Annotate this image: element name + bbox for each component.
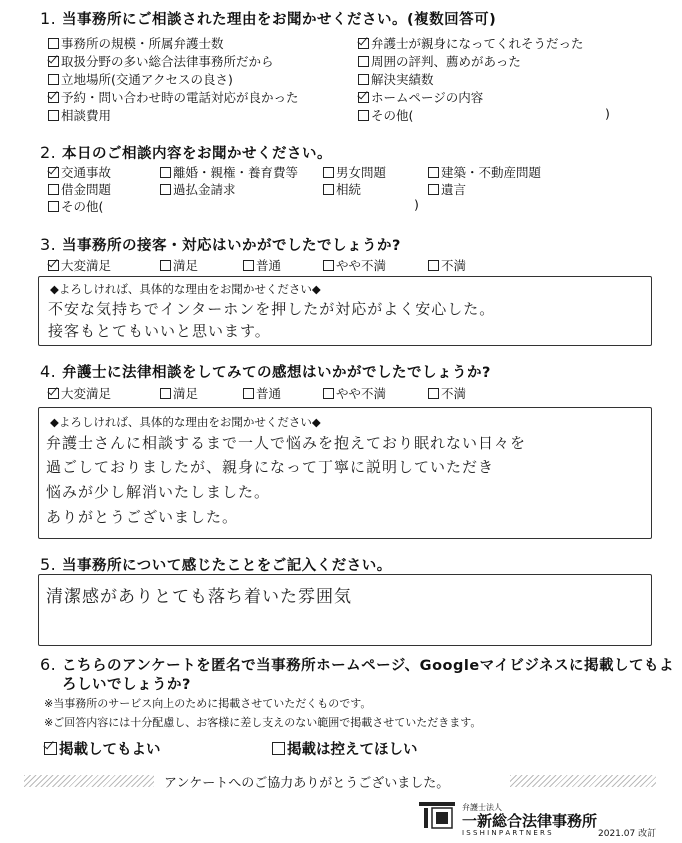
q5-handwriting-1: 清潔感がありとても落ち着いた雰囲気 — [46, 587, 352, 607]
hatch-divider-right — [510, 775, 656, 787]
checkbox[interactable] — [160, 184, 171, 195]
option-label: 周囲の評判、薦めがあった — [371, 54, 521, 69]
checkbox-checked[interactable] — [48, 56, 59, 67]
option-label: 相続 — [336, 182, 362, 197]
option-label: 満足 — [173, 386, 199, 401]
q4-handwriting-2: 過ごしておりましたが、親身になって丁寧に説明していただき — [46, 458, 495, 476]
hatch-divider-left — [24, 775, 154, 787]
option-label: 大変満足 — [61, 386, 112, 401]
option-item — [243, 256, 281, 274]
option-label: 満足 — [173, 258, 199, 273]
checkbox-checked[interactable] — [358, 38, 369, 49]
option-item — [48, 34, 224, 52]
option-item — [243, 384, 281, 402]
option-item — [428, 256, 466, 274]
option-label: 男女問題 — [336, 165, 387, 180]
q2-title: 2. 本日のご相談内容をお聞かせください。 — [40, 143, 332, 162]
option-label: 離婚・親権・養育費等 — [173, 165, 299, 180]
option-item — [48, 52, 274, 70]
q3-hint: ◆よろしければ、具体的な理由をお聞かせください◆ — [50, 282, 321, 296]
option-item — [160, 180, 236, 198]
option-label: 相談費用 — [61, 108, 112, 123]
revision-date: 2021.07 改訂 — [598, 829, 657, 839]
option-label: 交通事故 — [61, 165, 112, 180]
checkbox-checked[interactable] — [358, 92, 369, 103]
checkbox[interactable] — [48, 38, 59, 49]
option-item — [358, 106, 413, 124]
option-item — [428, 384, 466, 402]
option-label: 普通 — [256, 386, 282, 401]
option-label: その他( — [61, 199, 104, 214]
checkbox[interactable] — [323, 260, 334, 271]
checkbox[interactable] — [323, 167, 334, 178]
option-item — [48, 106, 111, 124]
option-item — [428, 163, 541, 181]
q6-yes-option: 掲載してもよい — [44, 738, 161, 759]
option-label: その他( — [371, 108, 414, 123]
option-item — [160, 384, 198, 402]
option-item — [323, 256, 386, 274]
option-item — [48, 70, 233, 88]
option-label: 大変満足 — [61, 258, 112, 273]
checkbox[interactable] — [160, 167, 171, 178]
firm-type-label: 弁護士法人 — [462, 803, 502, 812]
option-item — [323, 163, 386, 181]
option-item — [160, 256, 198, 274]
q6-note-2: ※ご回答内容には十分配慮し、お客様に差し支えのない範囲で掲載させていただきます。 — [44, 716, 482, 729]
q4-handwriting-3: 悩みが少し解消いたしました。 — [46, 483, 271, 501]
q6-no-option: 掲載は控えてほしい — [272, 738, 418, 759]
q1-other-close: ) — [605, 106, 610, 121]
checkbox-checked[interactable] — [48, 260, 59, 271]
option-item — [48, 163, 111, 181]
checkbox-checked[interactable] — [48, 167, 59, 178]
option-item — [48, 197, 103, 215]
checkbox[interactable] — [323, 184, 334, 195]
option-item — [323, 180, 361, 198]
option-label: やや不満 — [336, 258, 387, 273]
option-item — [48, 256, 111, 274]
option-label: 遺言 — [441, 182, 467, 197]
q1-title: 1. 当事務所にご相談された理由をお聞かせください。(複数回答可) — [40, 9, 497, 28]
checkbox[interactable] — [243, 388, 254, 399]
option-item — [428, 180, 466, 198]
checkbox[interactable] — [358, 74, 369, 85]
checkbox[interactable] — [428, 260, 439, 271]
option-label: 建築・不動産問題 — [441, 165, 542, 180]
option-item — [48, 88, 299, 106]
q4-handwriting-1: 弁護士さんに相談するまで一人で悩みを抱えており眠れない日々を — [46, 434, 527, 452]
q4-title: 4. 弁護士に法律相談をしてみての感想はいかがでしたでしょうか? — [40, 362, 491, 381]
option-item — [160, 163, 298, 181]
firm-name: 一新総合法律事務所 — [462, 812, 598, 830]
firm-name-en: I S S H I N P A R T N E R S — [462, 829, 552, 837]
q3-handwriting-1: 不安な気持ちでインターホンを押したが対応がよく安心した。 — [48, 300, 496, 318]
option-item — [358, 52, 521, 70]
checkbox[interactable] — [272, 742, 285, 755]
firm-logo-icon — [418, 800, 456, 830]
option-label: 不満 — [441, 258, 467, 273]
q6-title-line2: ろしいでしょうか? — [62, 677, 191, 693]
checkbox[interactable] — [358, 110, 369, 121]
checkbox[interactable] — [48, 74, 59, 85]
option-item — [358, 88, 483, 106]
option-label: ホームページの内容 — [371, 90, 484, 105]
option-item — [358, 34, 584, 52]
checkbox[interactable] — [428, 167, 439, 178]
option-label: 取扱分野の多い総合法律事務所だから — [61, 54, 274, 69]
q2-other-close: ) — [414, 197, 419, 212]
option-label: 不満 — [441, 386, 467, 401]
option-item — [358, 70, 434, 88]
checkbox[interactable] — [358, 56, 369, 67]
q3-handwriting-2: 接客もとてもいいと思います。 — [48, 322, 271, 340]
q4-handwriting-4: ありがとうございました。 — [46, 508, 239, 526]
checkbox[interactable] — [48, 201, 59, 212]
option-item — [48, 180, 111, 198]
option-label: 弁護士が親身になってくれそうだった — [371, 36, 584, 51]
option-label: 予約・問い合わせ時の電話対応が良かった — [61, 90, 299, 105]
checkbox-checked[interactable] — [48, 388, 59, 399]
checkbox[interactable] — [160, 260, 171, 271]
option-item — [48, 384, 111, 402]
option-label: 立地場所(交通アクセスの良さ) — [61, 72, 233, 87]
q6-note-1: ※当事務所のサービス向上のために掲載させていただくものです。 — [44, 697, 372, 710]
checkbox[interactable] — [160, 388, 171, 399]
option-label: 過払金請求 — [173, 182, 236, 197]
q3-title: 3. 当事務所の接客・対応はいかがでしたでしょうか? — [40, 235, 401, 254]
checkbox-checked[interactable] — [44, 742, 57, 755]
checkbox[interactable] — [48, 110, 59, 121]
option-item — [323, 384, 386, 402]
checkbox[interactable] — [48, 184, 59, 195]
option-label: 借金問題 — [61, 182, 112, 197]
q5-title: 5. 当事務所について感じたことをご記入ください。 — [40, 555, 392, 574]
checkbox[interactable] — [428, 388, 439, 399]
option-label: 普通 — [256, 258, 282, 273]
thanks-message: アンケートへのご協力ありがとうございました。 — [164, 776, 450, 791]
checkbox[interactable] — [323, 388, 334, 399]
checkbox[interactable] — [428, 184, 439, 195]
q4-hint: ◆よろしければ、具体的な理由をお聞かせください◆ — [50, 415, 321, 429]
option-label: 事務所の規模・所属弁護士数 — [61, 36, 224, 51]
checkbox[interactable] — [243, 260, 254, 271]
option-label: やや不満 — [336, 386, 387, 401]
q6-title-line1: 6. こちらのアンケートを匿名で当事務所ホームページ、Googleマイビジネスに掲載してもよ — [40, 655, 674, 674]
checkbox-checked[interactable] — [48, 92, 59, 103]
option-label: 解決実績数 — [371, 72, 434, 87]
